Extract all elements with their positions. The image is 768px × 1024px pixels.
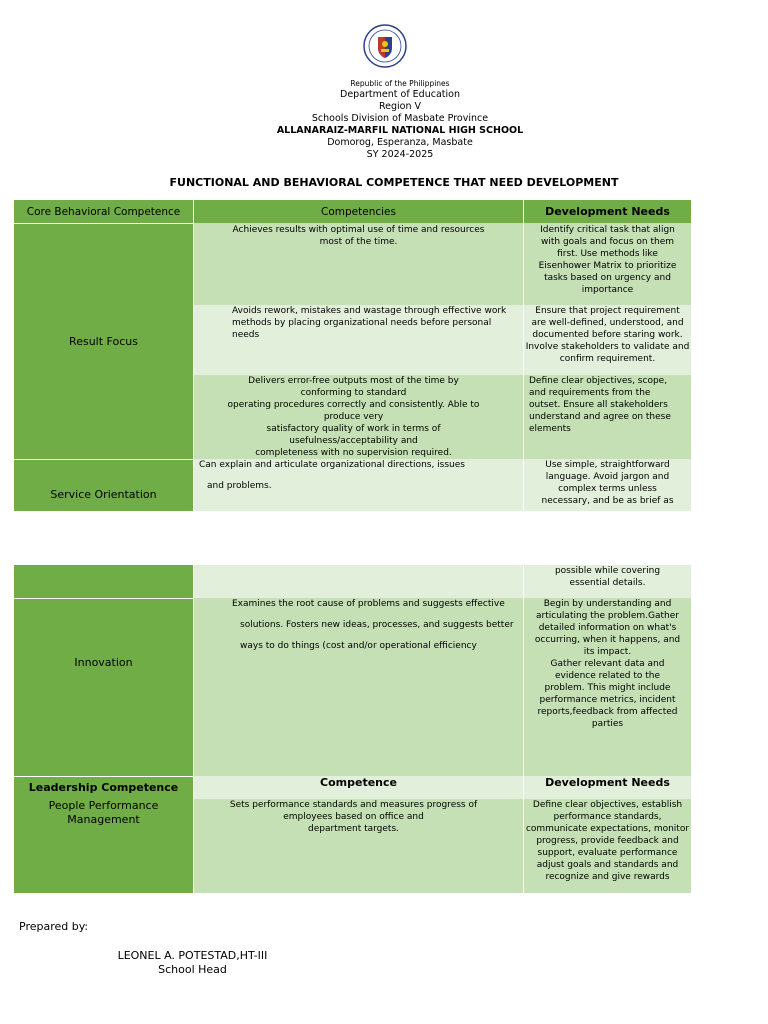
continuation-label-cell: [14, 565, 194, 598]
service-orientation-label: Service Orientation: [14, 459, 194, 511]
development-need-cell: possible while covering essential details.: [524, 565, 691, 598]
header-development-needs: Development Needs: [524, 776, 691, 799]
signatory-name: LEONEL A. POTESTAD,HT-III: [117, 949, 268, 962]
competency-cell: Avoids rework, mistakes and wastage through effective work methods by placing organizational needs before personal needs: [194, 305, 524, 375]
development-need-cell: Use simple, straightforward language. Avoid jargon and complex terms unless necessary, and be as brief as: [524, 459, 691, 511]
competency-cell: Delivers error-free outputs most of the time by conforming to standard operating procedures correctly and consistently. Able to produce very satisfactory quality of work in terms of usefulness/acceptability and completeness with no supervision required.: [194, 375, 524, 459]
development-need-cell: Define clear objectives, establish performance standards, communicate expectations, monitor progress, provide feedback and support, evaluate performance adjust goals and standards and recognize and give rewards: [524, 799, 691, 893]
development-need-cell: Begin by understanding and articulating the problem.Gather detailed information on what's occurring, when it happens, and its impact. Gather relevant data and evidence related to the problem. This might include performance metrics, incident reports,feedback from affected parties: [524, 598, 691, 776]
competency-line: solutions. Fosters new ideas, processes, and suggests better: [240, 620, 514, 630]
header-competence: Competence: [194, 776, 524, 799]
prepared-by-label: Prepared by:: [19, 920, 89, 933]
competency-line: Can explain and articulate organizational directions, issues: [199, 460, 465, 470]
competency-cell: [194, 459, 524, 511]
competency-line: and problems.: [207, 481, 272, 491]
department-text: Department of Education: [340, 89, 460, 100]
competency-cell: [194, 598, 524, 776]
header-development-needs: Development Needs: [524, 200, 691, 223]
competency-line: ways to do things (cost and/or operational efficiency: [240, 641, 477, 651]
development-need-cell: Identify critical task that align with goals and focus on them first. Use methods like Eisenhower Matrix to prioritize tasks based on urgency and importance: [524, 223, 691, 305]
signatory-position: School Head: [158, 963, 227, 976]
school-name: ALLANARAIZ-MARFIL NATIONAL HIGH SCHOOL: [276, 125, 524, 136]
people-performance-label: People Performance Management: [14, 799, 194, 893]
competency-line: Examines the root cause of problems and suggests effective: [232, 599, 505, 609]
republic-text: Republic of the Philippines: [350, 79, 450, 88]
development-need-cell: Define clear objectives, scope, and requirements from the outset. Ensure all stakeholders understand and agree on these elements: [524, 375, 691, 459]
header-core-behavioral: Core Behavioral Competence: [14, 200, 194, 223]
result-focus-label: Result Focus: [14, 223, 194, 459]
development-need-cell: Ensure that project requirement are well-defined, understood, and documented before staring work. Involve stakeholders to validate and confirm requirement.: [524, 305, 691, 375]
competency-cell: Achieves results with optimal use of time and resources most of the time.: [194, 223, 524, 305]
competency-cell: Sets performance standards and measures progress of employees based on office and department targets.: [194, 799, 524, 893]
division-text: Schools Division of Masbate Province: [311, 113, 489, 124]
innovation-label: Innovation: [14, 598, 194, 776]
region-text: Region V: [378, 101, 422, 112]
deped-seal-icon: [363, 24, 407, 68]
school-address: Domorog, Esperanza, Masbate: [327, 137, 473, 148]
school-year: SY 2024-2025: [366, 149, 434, 160]
page-title: FUNCTIONAL AND BEHAVIORAL COMPETENCE THAT NEED DEVELOPMENT: [169, 176, 619, 189]
header-competencies: Competencies: [194, 200, 524, 223]
header-leadership-competence: Leadership Competence: [14, 776, 194, 799]
continuation-competency-cell: [194, 565, 524, 598]
